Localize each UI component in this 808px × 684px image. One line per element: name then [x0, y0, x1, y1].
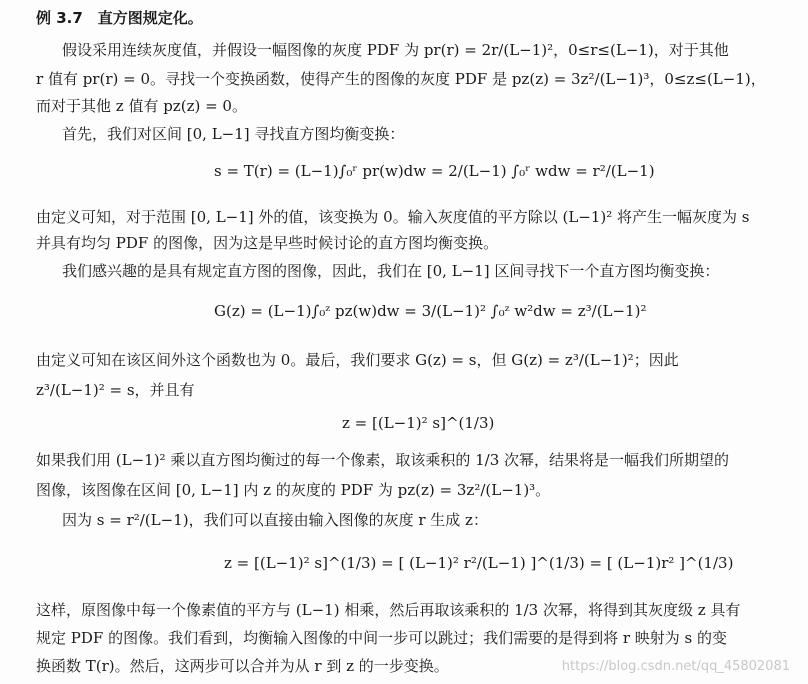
paragraph-3-line-1: 由定义可知，对于范围 [0, L−1] 外的值，该变换为 0。输入灰度值的平方除以 (L−1)² 将产生一幅灰度为 s [36, 208, 750, 226]
paragraph-6-line-1: 如果我们用 (L−1)² 乘以直方图均衡过的每一个像素，取该乘积的 1/3 次幂，结果将是一幅我们所期望的 [36, 451, 730, 469]
paragraph-8-line-3: 换函数 T(r)。然后，这两步可以合并为从 r 到 z 的一步变换。 [36, 657, 449, 675]
paragraph-4: 我们感兴趣的是具有规定直方图的图像，因此，我们在 [0, L−1] 区间寻找下一个直方图均衡变换： [62, 262, 720, 280]
paragraph-5-line-2: z³/(L−1)² = s，并且有 [36, 381, 195, 399]
paragraph-1-line-2: r 值有 pr(r) = 0。寻找一个变换函数，使得产生的图像的灰度 PDF 是 pz(z) = 3z²/(L−1)³，0≤z≤(L−1)， [36, 70, 766, 88]
paragraph-1-line-3: 而对于其他 z 值有 pz(z) = 0。 [36, 97, 247, 115]
paragraph-3-line-2: 并具有均匀 PDF 的图像，因为这是早些时候讨论的直方图均衡变换。 [36, 234, 499, 252]
paragraph-8-line-2: 规定 PDF 的图像。我们看到，均衡输入图像的中间一步可以跳过；我们需要的是得到将 r 映射为 s 的变 [36, 629, 728, 647]
paragraph-1-line-1: 假设采用连续灰度值，并假设一幅图像的灰度 PDF 为 pr(r) = 2r/(L−1)²，0≤r≤(L−1)，对于其他 [62, 41, 729, 59]
example-title: 例 3.7 直方图规定化。 [36, 9, 203, 27]
equation-1: s = T(r) = (L−1)∫₀ʳ pr(w)dw = 2/(L−1) ∫₀ʳ wdw = r²/(L−1) [214, 162, 655, 180]
paragraph-7: 因为 s = r²/(L−1)，我们可以直接由输入图像的灰度 r 生成 z： [62, 511, 488, 529]
paragraph-8-line-1: 这样，原图像中每一个像素值的平方与 (L−1) 相乘，然后再取该乘积的 1/3 次幂，将得到其灰度级 z 具有 [36, 601, 741, 619]
equation-2: G(z) = (L−1)∫₀ᶻ pz(w)dw = 3/(L−1)² ∫₀ᶻ w²dw = z³/(L−1)² [214, 302, 647, 320]
paragraph-5-line-1: 由定义可知在该区间外这个函数也为 0。最后，我们要求 G(z) = s，但 G(z) = z³/(L−1)²；因此 [36, 351, 679, 369]
watermark: https://blog.csdn.net/qq_45802081 [561, 659, 790, 674]
paragraph-2: 首先，我们对区间 [0, L−1] 寻找直方图均衡变换： [62, 125, 405, 143]
paragraph-6-line-2: 图像，该图像在区间 [0, L−1] 内 z 的灰度的 PDF 为 pz(z) = 3z²/(L−1)³。 [36, 481, 551, 499]
equation-3: z = [(L−1)² s]^(1/3) [342, 414, 495, 432]
equation-4: z = [(L−1)² s]^(1/3) = [ (L−1)² r²/(L−1) ]^(1/3) = [ (L−1)r² ]^(1/3) [224, 554, 734, 572]
